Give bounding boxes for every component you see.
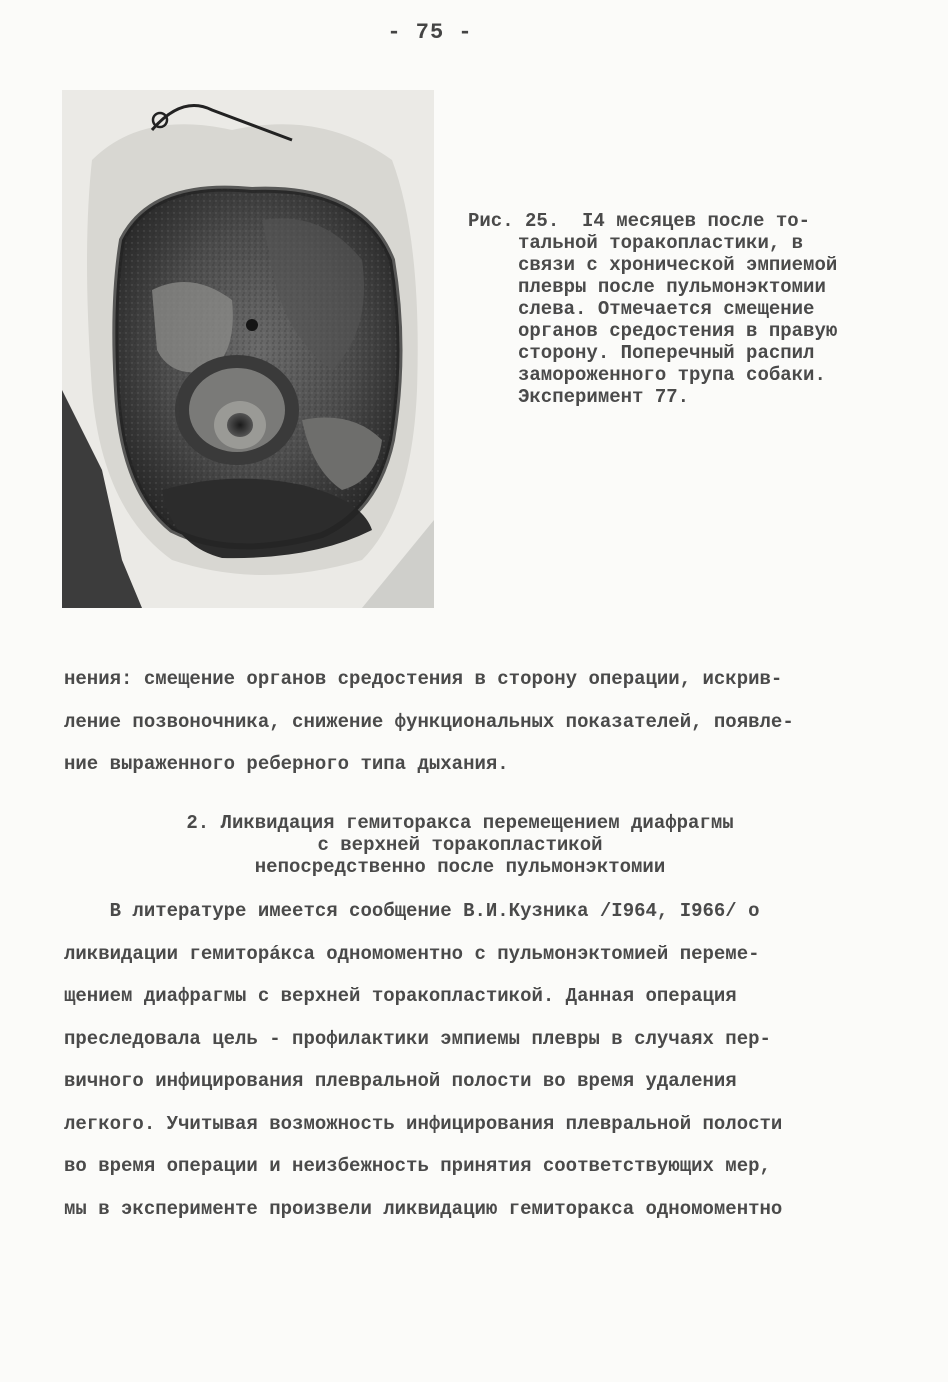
caption-line: органов средостения в правую (518, 320, 838, 342)
caption-line: замороженного трупа собаки. (518, 364, 826, 386)
paragraph-main (64, 890, 894, 1230)
heading-line: непосредственно после пульмонэктомии (254, 856, 666, 878)
caption-line: Эксперимент 77. (518, 386, 690, 408)
heading-line: 2. Ликвидация гемиторакса перемещением диафрагмы (186, 812, 734, 834)
caption-line: Рис. 25. I4 месяцев после то- (468, 210, 811, 232)
text-line: щением диафрагмы с верхней торакопластикой. Данная операция (64, 985, 737, 1007)
caption-line: сторону. Поперечный распил (518, 342, 815, 364)
section-heading (60, 812, 860, 878)
text-line: вичного инфицирования плевральной полости во время удаления (64, 1070, 737, 1092)
text-line: мы в эксперименте произвели ликвидацию гемиторакса одномоментно (64, 1197, 783, 1220)
text-line: ление позвоночника, снижение функциональных показателей, появле- (64, 710, 794, 733)
caption-line: связи с хронической эмпиемой (518, 254, 838, 276)
text-line: легкого. Учитывая возможность инфицирования плевральной полости (64, 1112, 783, 1135)
figure-caption (468, 210, 888, 408)
paragraph-top (64, 658, 894, 786)
text-line: В литературе имеется сообщение В.И.Кузника /I964, I966/ о (64, 900, 760, 922)
text-line: ние выраженного реберного типа дыхания. (64, 753, 509, 775)
caption-line: плевры после пульмонэктомии (518, 276, 826, 298)
text-line: преследовала цель - профилактики эмпиемы плевры в случаях пер- (64, 1027, 771, 1050)
text-line: ликвидации гемиторáкса одномоментно с пульмонэктомией переме- (64, 942, 760, 965)
heading-line: с верхней торакопластикой (317, 834, 603, 856)
caption-line: слева. Отмечается смещение (518, 298, 815, 320)
specimen-photograph (62, 90, 434, 608)
text-line: во время операции и неизбежность принятия соответствующих мер, (64, 1155, 771, 1177)
caption-line: тальной торакопластики, в (518, 232, 804, 254)
page-number: - 75 - (387, 20, 473, 45)
text-line: нения: смещение органов средостения в сторону операции, искрив- (64, 668, 783, 690)
